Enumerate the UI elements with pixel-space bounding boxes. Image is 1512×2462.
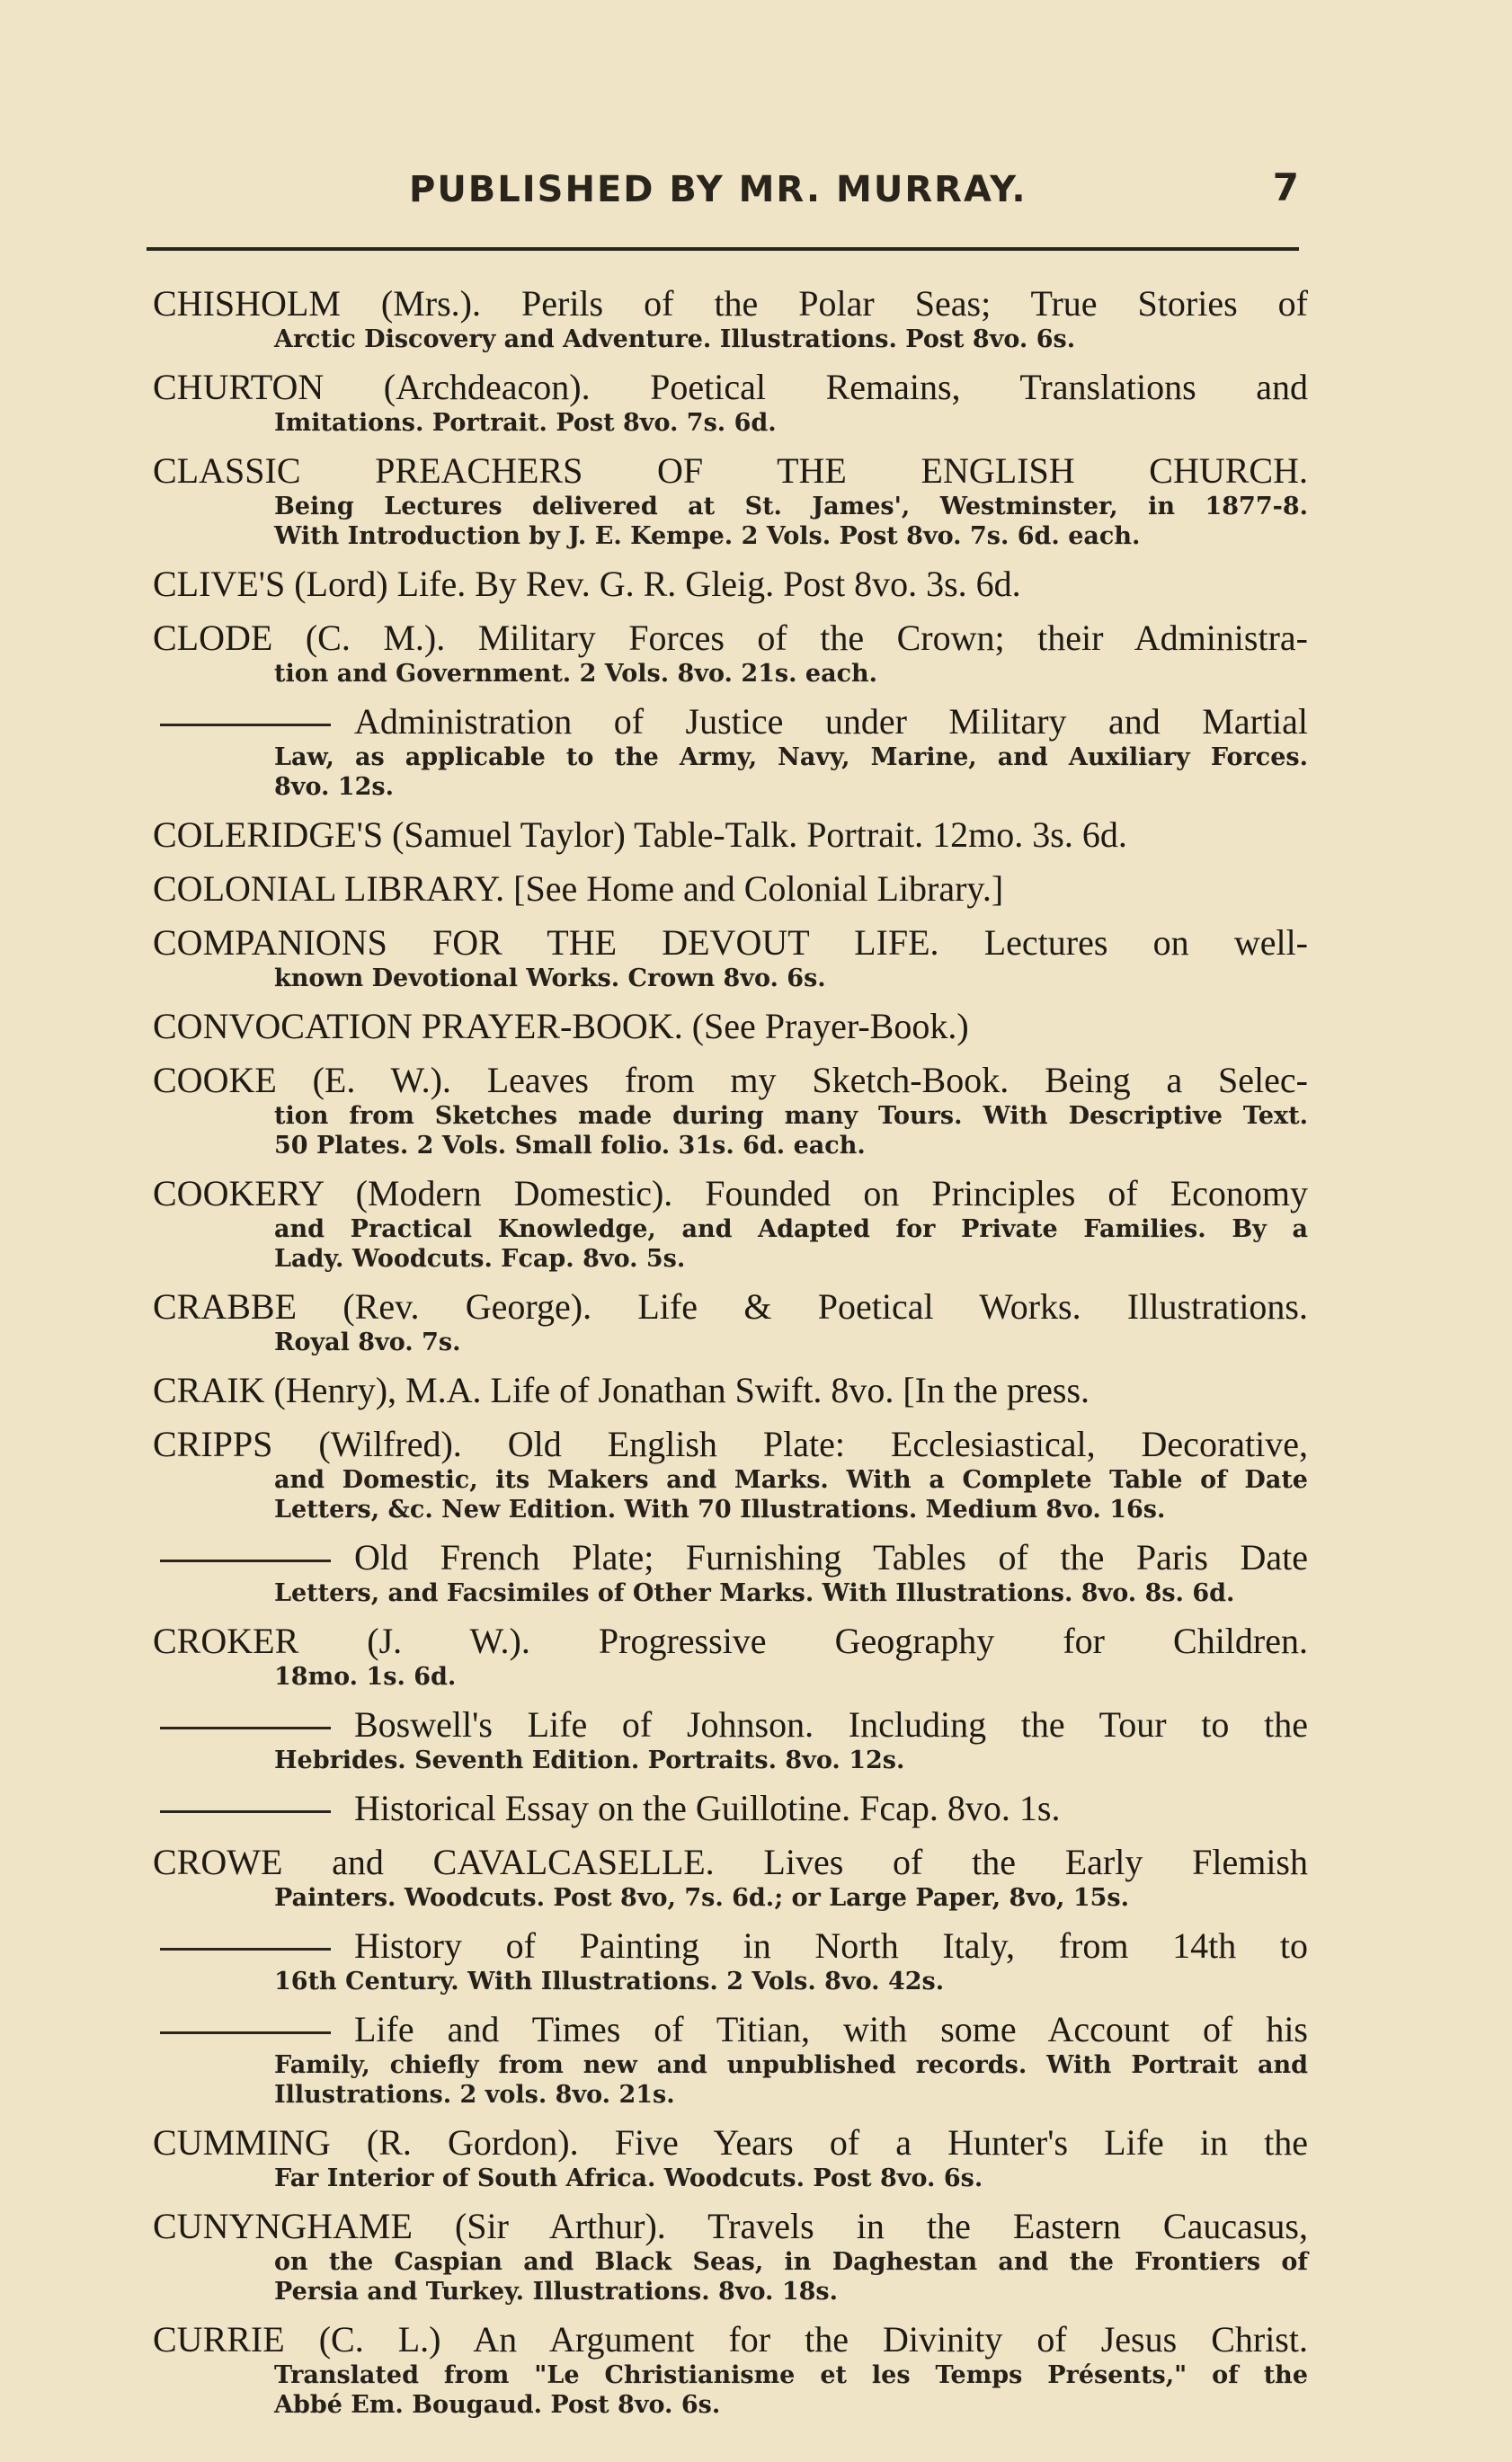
entry-detail-line: Translated from "Le Christianisme et les Temps Présents," of the [274, 2361, 1308, 2389]
catalogue-entry [153, 922, 1308, 993]
entry-heading-text: CHISHOLM (Mrs.). Perils of the Polar Seas; True Stories of [153, 283, 1308, 324]
entry-heading-text: CRAIK (Henry), M.A. Life of Jonathan Swift. 8vo. [In the press. [153, 1370, 1090, 1410]
entry-detail-line: Being Lectures delivered at St. James', Westminster, in 1877-8. [274, 493, 1308, 520]
entry-detail-line: With Introduction by J. E. Kempe. 2 Vols. Post 8vo. 7s. 6d. each. [274, 522, 1141, 550]
entry-heading [153, 2319, 1308, 2360]
running-head: PUBLISHED BY MR. MURRAY. [409, 169, 1027, 210]
catalogue-entry [153, 868, 1308, 910]
ditto-dash [160, 2031, 331, 2034]
catalogue-entry [153, 367, 1308, 438]
entry-heading-text: COOKE (E. W.). Leaves from my Sketch-Book. Being a Selec- [153, 1060, 1308, 1100]
entry-detail-line: Imitations. Portrait. Post 8vo. 7s. 6d. [274, 409, 777, 437]
entry-heading-text: History of Painting in North Italy, from 14th to [354, 1925, 1308, 1966]
entry-detail-line: Letters, and Facsimiles of Other Marks. With Illustrations. 8vo. 8s. 6d. [274, 1579, 1235, 1607]
ditto-dash [160, 724, 331, 726]
entry-heading-text: CLIVE'S (Lord) Life. By Rev. G. R. Gleig. Post 8vo. 3s. 6d. [153, 564, 1021, 604]
entry-heading-text: Life and Times of Titian, with some Account of his [354, 2009, 1308, 2049]
entry-heading-text: COOKERY (Modern Domestic). Founded on Principles of Economy [153, 1173, 1308, 1213]
catalogue-entry [153, 564, 1308, 605]
entry-heading [153, 1286, 1308, 1328]
catalogue-entry [153, 1286, 1308, 1357]
entry-heading-text: COLERIDGE'S (Samuel Taylor) Table-Talk. Portrait. 12mo. 3s. 6d. [153, 814, 1127, 855]
catalogue-entries [153, 283, 1308, 2432]
entry-detail-line: Lady. Woodcuts. Fcap. 8vo. 5s. [274, 1245, 686, 1273]
catalogue-entry [153, 1424, 1308, 1524]
catalogue-entry [153, 1925, 1308, 1996]
entry-heading [153, 2009, 1308, 2050]
entry-detail-line: Family, chiefly from new and unpublished records. With Portrait and [274, 2051, 1308, 2079]
catalogue-entry [153, 1173, 1308, 1274]
ditto-dash [160, 1810, 331, 1813]
entry-detail-line: 8vo. 12s. [274, 773, 394, 801]
entry-heading [153, 1788, 1308, 1829]
page-number: 7 [1272, 165, 1299, 209]
entry-heading-text: Boswell's Life of Johnson. Including the Tour to the [354, 1704, 1308, 1745]
entry-detail-line: Persia and Turkey. Illustrations. 8vo. 18s. [274, 2278, 838, 2306]
entry-detail-line: Arctic Discovery and Adventure. Illustrations. Post 8vo. 6s. [274, 325, 1076, 353]
entry-heading [153, 922, 1308, 964]
catalogue-entry [153, 2319, 1308, 2420]
entry-heading-text: CROWE and CAVALCASELLE. Lives of the Early Flemish [153, 1842, 1308, 1882]
entry-heading-text: CONVOCATION PRAYER-BOOK. (See Prayer-Book.) [153, 1006, 969, 1046]
entry-detail-line: Letters, &c. New Edition. With 70 Illustrations. Medium 8vo. 16s. [274, 1496, 1166, 1524]
entry-heading-text: COMPANIONS FOR THE DEVOUT LIFE. Lectures on well- [153, 922, 1308, 963]
entry-detail-line: Illustrations. 2 vols. 8vo. 21s. [274, 2081, 675, 2109]
entry-heading-text: Historical Essay on the Guillotine. Fcap. 8vo. 1s. [354, 1788, 1061, 1828]
catalogue-entry [153, 618, 1308, 689]
entry-detail-line: tion and Government. 2 Vols. 8vo. 21s. each. [274, 660, 878, 688]
entry-heading [153, 1006, 1308, 1047]
catalogue-entry [153, 1370, 1308, 1411]
entry-detail-line: 50 Plates. 2 Vols. Small folio. 31s. 6d. each. [274, 1132, 866, 1160]
entry-heading-text: CURRIE (C. L.) An Argument for the Divinity of Jesus Christ. [153, 2319, 1308, 2360]
entry-heading [153, 1370, 1308, 1411]
entry-heading [153, 868, 1308, 910]
entry-heading [153, 450, 1308, 492]
entry-heading [153, 618, 1308, 659]
ditto-dash [160, 1727, 331, 1729]
entry-heading [153, 1173, 1308, 1214]
entry-heading [153, 283, 1308, 324]
entry-heading [153, 701, 1308, 742]
entry-heading-text: CLODE (C. M.). Military Forces of the Crown; their Administra- [153, 618, 1308, 658]
page-header [409, 165, 1299, 214]
entry-heading [153, 1704, 1308, 1746]
entry-heading [153, 1537, 1308, 1578]
entry-detail-line: on the Caspian and Black Seas, in Daghestan and the Frontiers of [274, 2248, 1308, 2276]
entry-heading-text: CUMMING (R. Gordon). Five Years of a Hunter's Life in the [153, 2122, 1308, 2163]
ditto-dash [160, 1560, 331, 1562]
entry-heading-text: CUNYNGHAME (Sir Arthur). Travels in the Eastern Caucasus, [153, 2206, 1308, 2246]
entry-heading [153, 2122, 1308, 2164]
entry-detail-line: 18mo. 1s. 6d. [274, 1663, 457, 1691]
entry-detail-line: and Domestic, its Makers and Marks. With a Complete Table of Date [274, 1466, 1308, 1494]
catalogue-entry [153, 2122, 1308, 2193]
catalogue-entry [153, 1842, 1308, 1913]
entry-detail-line: Royal 8vo. 7s. [274, 1329, 461, 1356]
entry-detail-line: and Practical Knowledge, and Adapted for Private Families. By a [274, 1215, 1308, 1243]
entry-heading [153, 1621, 1308, 1662]
entry-heading [153, 367, 1308, 408]
entry-detail-line: tion from Sketches made during many Tours. With Descriptive Text. [274, 1102, 1308, 1130]
entry-heading-text: Administration of Justice under Military and Martial [354, 701, 1308, 742]
entry-heading [153, 1424, 1308, 1465]
entry-heading-text: Old French Plate; Furnishing Tables of the Paris Date [354, 1537, 1308, 1578]
entry-heading-text: COLONIAL LIBRARY. [See Home and Colonial Library.] [153, 868, 1004, 909]
entry-heading [153, 2206, 1308, 2247]
ditto-dash [160, 1948, 331, 1951]
entry-detail-line: known Devotional Works. Crown 8vo. 6s. [274, 964, 826, 992]
entry-heading [153, 814, 1308, 856]
catalogue-entry [153, 814, 1308, 856]
entry-detail-line: Law, as applicable to the Army, Navy, Marine, and Auxiliary Forces. [274, 743, 1308, 771]
catalogue-entry [153, 1060, 1308, 1160]
entry-heading [153, 1925, 1308, 1967]
entry-heading [153, 1842, 1308, 1883]
entry-detail-line: Hebrides. Seventh Edition. Portraits. 8vo. 12s. [274, 1747, 905, 1774]
catalogue-entry [153, 1704, 1308, 1775]
entry-heading-text: CHURTON (Archdeacon). Poetical Remains, Translations and [153, 367, 1308, 407]
entry-detail-line: Painters. Woodcuts. Post 8vo, 7s. 6d.; or Large Paper, 8vo, 15s. [274, 1884, 1129, 1912]
catalogue-entry [153, 701, 1308, 802]
catalogue-entry [153, 2009, 1308, 2110]
catalogue-entry [153, 1006, 1308, 1047]
catalogue-entry [153, 450, 1308, 551]
entry-detail-line: Abbé Em. Bougaud. Post 8vo. 6s. [274, 2391, 721, 2419]
header-rule [147, 247, 1299, 251]
entry-heading-text: CLASSIC PREACHERS OF THE ENGLISH CHURCH. [153, 450, 1308, 491]
entry-heading-text: CROKER (J. W.). Progressive Geography for Children. [153, 1621, 1308, 1661]
catalogue-entry [153, 1621, 1308, 1692]
catalogue-entry [153, 2206, 1308, 2306]
entry-heading [153, 1060, 1308, 1101]
entry-heading-text: CRIPPS (Wilfred). Old English Plate: Ecclesiastical, Decorative, [153, 1424, 1308, 1464]
entry-heading-text: CRABBE (Rev. George). Life & Poetical Works. Illustrations. [153, 1286, 1308, 1327]
catalogue-entry [153, 1537, 1308, 1608]
entry-heading [153, 564, 1308, 605]
entry-detail-line: Far Interior of South Africa. Woodcuts. Post 8vo. 6s. [274, 2164, 983, 2192]
catalogue-entry [153, 1788, 1308, 1829]
entry-detail-line: 16th Century. With Illustrations. 2 Vols. 8vo. 42s. [274, 1968, 945, 1995]
catalogue-entry [153, 283, 1308, 354]
